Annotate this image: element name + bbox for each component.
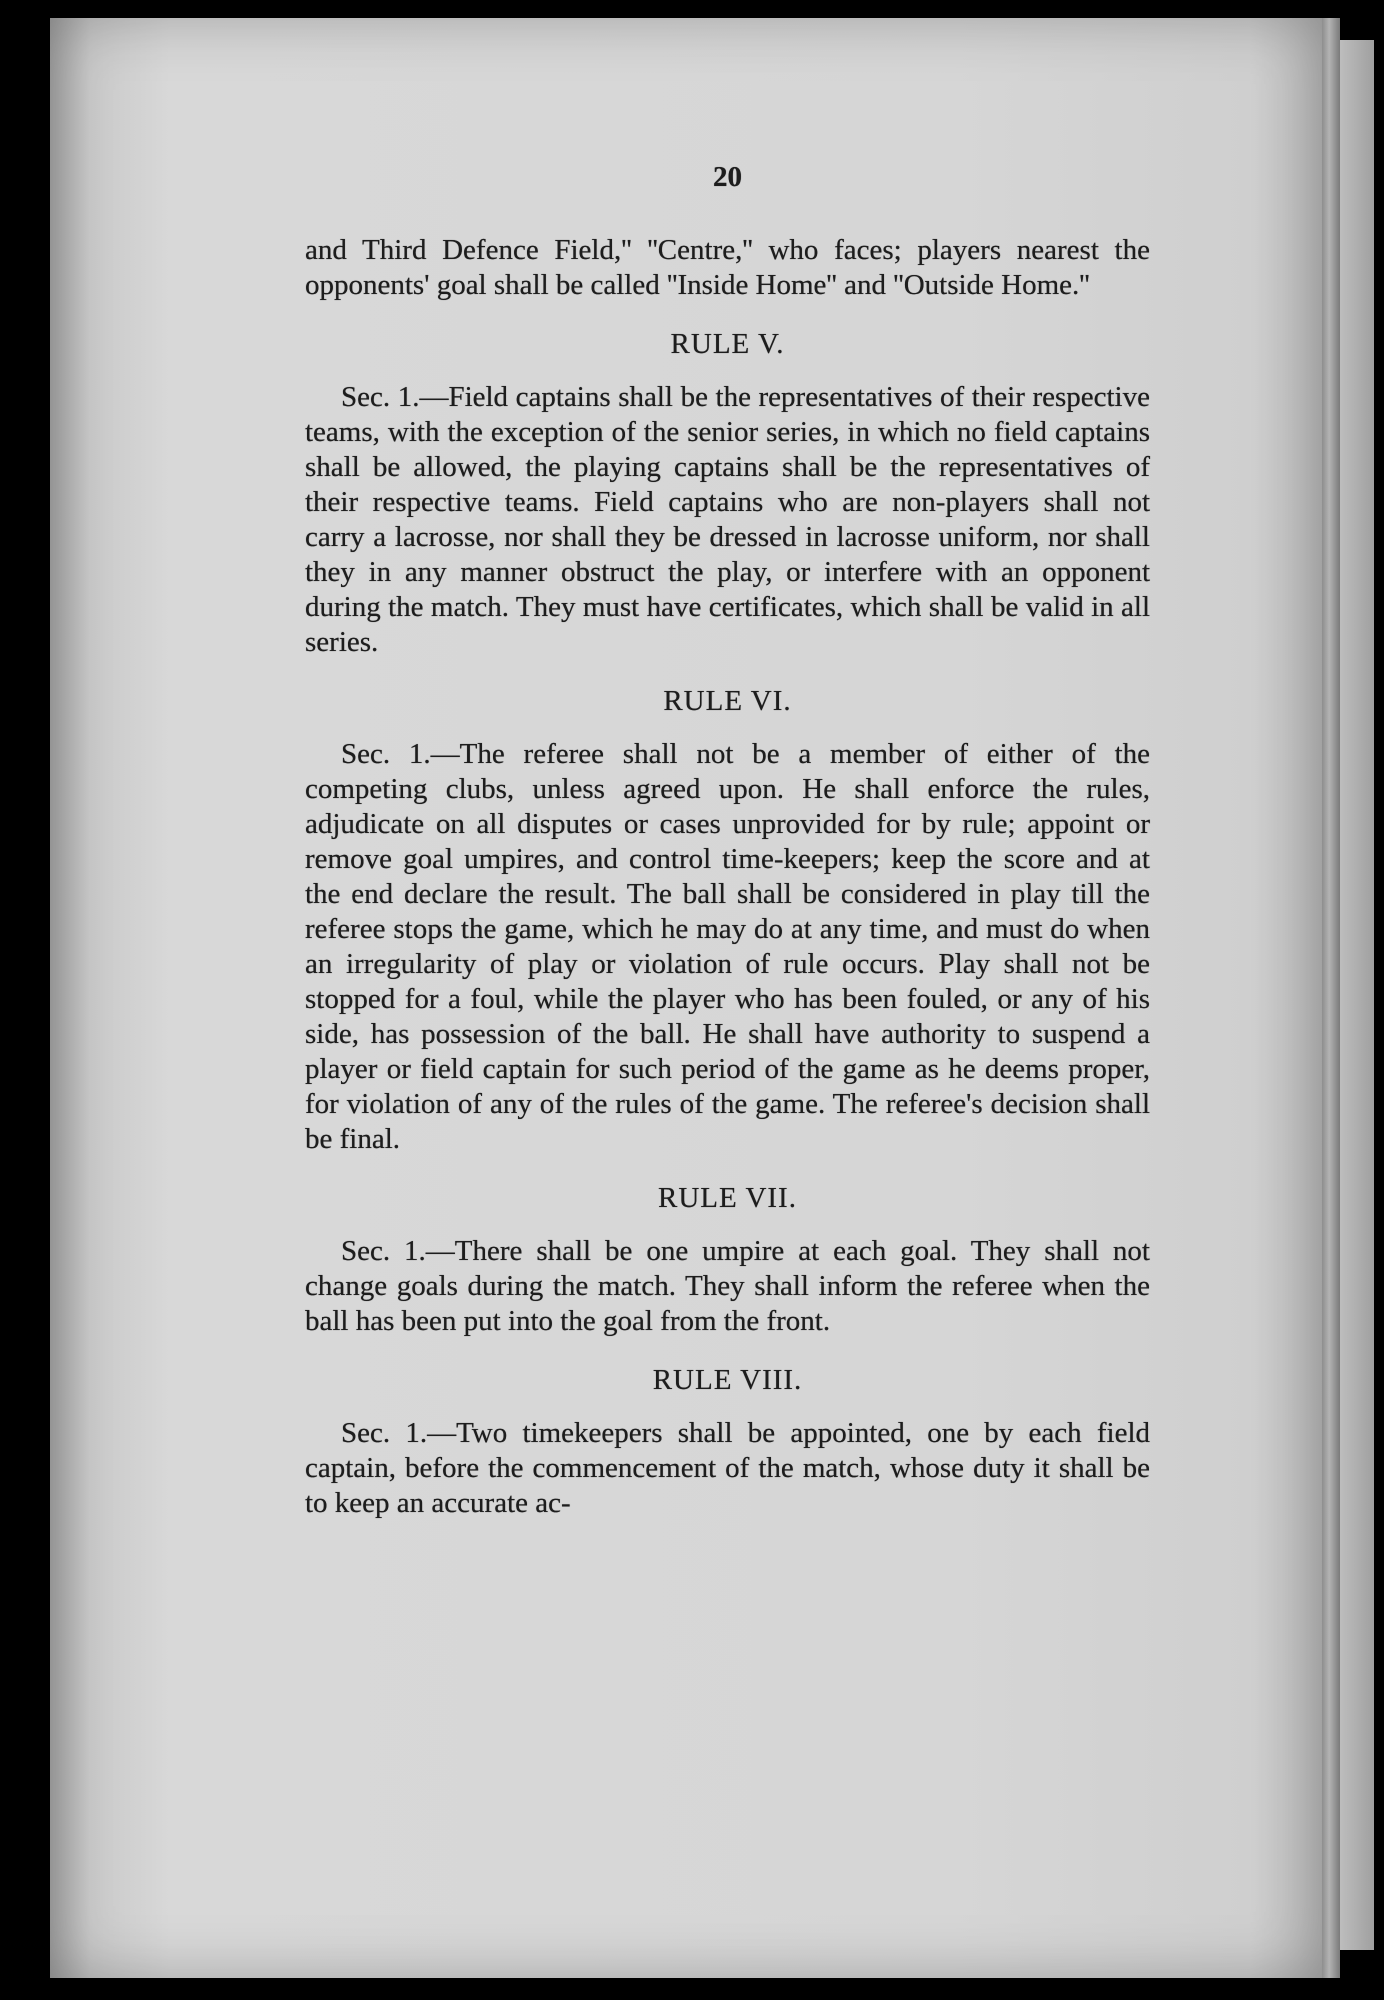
rule-heading-vii: RULE VII.: [658, 1182, 797, 1214]
rule-heading-vi: RULE VI.: [663, 685, 792, 717]
page-text-block: [305, 160, 1150, 1521]
page-number: 20: [713, 161, 742, 193]
rule-heading-viii: RULE VIII.: [652, 1364, 803, 1396]
rule-heading-v: RULE V.: [670, 328, 785, 360]
adjacent-page-edge: [1340, 40, 1374, 1950]
rule-text-vi: Sec. 1.—The referee shall not be a member of either of the competing clubs, unless agreed upon. He shall enforce the rules, adjudicate on all disputes or cases unprovided for by rule; appoint or remove goal umpires, and control time-keepers; keep the score and at the end declare the result. The ball shall be considered in play till the referee stops the game, which he may do at any time, and must do when an irregularity of play or violation of rule occurs. Play shall not be stopped for a foul, while the player who has been fouled, or any of his side, has possession of the ball. He shall have authority to suspend a player or field captain for such period of the game as he deems proper, for violation of any of the rules of the game. The referee's decision shall be final.: [305, 738, 1150, 1155]
intro-paragraph: and Third Defence Field,'' ''Centre,'' who faces; players nearest the opponents' goal shall be called ''Inside Home'' and ''Outside Home.'': [305, 234, 1150, 301]
rule-text-vii: Sec. 1.—There shall be one umpire at each goal. They shall not change goals during the match. They shall inform the referee when the ball has been put into the goal from the front.: [305, 1235, 1150, 1337]
rule-text-viii: Sec. 1.—Two timekeepers shall be appointed, one by each field captain, before the commencement of the match, whose duty it shall be to keep an accurate ac-: [305, 1417, 1150, 1519]
rule-text-v: Sec. 1.—Field captains shall be the representatives of their respective teams, with the exception of the senior series, in which no field captains shall be allowed, the playing captains shall be the representatives of their respective teams. Field captains who are non-players shall not carry a lacrosse, nor shall they be dressed in lacrosse uniform, nor shall they in any manner obstruct the play, or interfere with an opponent during the match. They must have certificates, which shall be valid in all series.: [305, 381, 1150, 658]
page-gutter-edge: [1322, 18, 1340, 1978]
